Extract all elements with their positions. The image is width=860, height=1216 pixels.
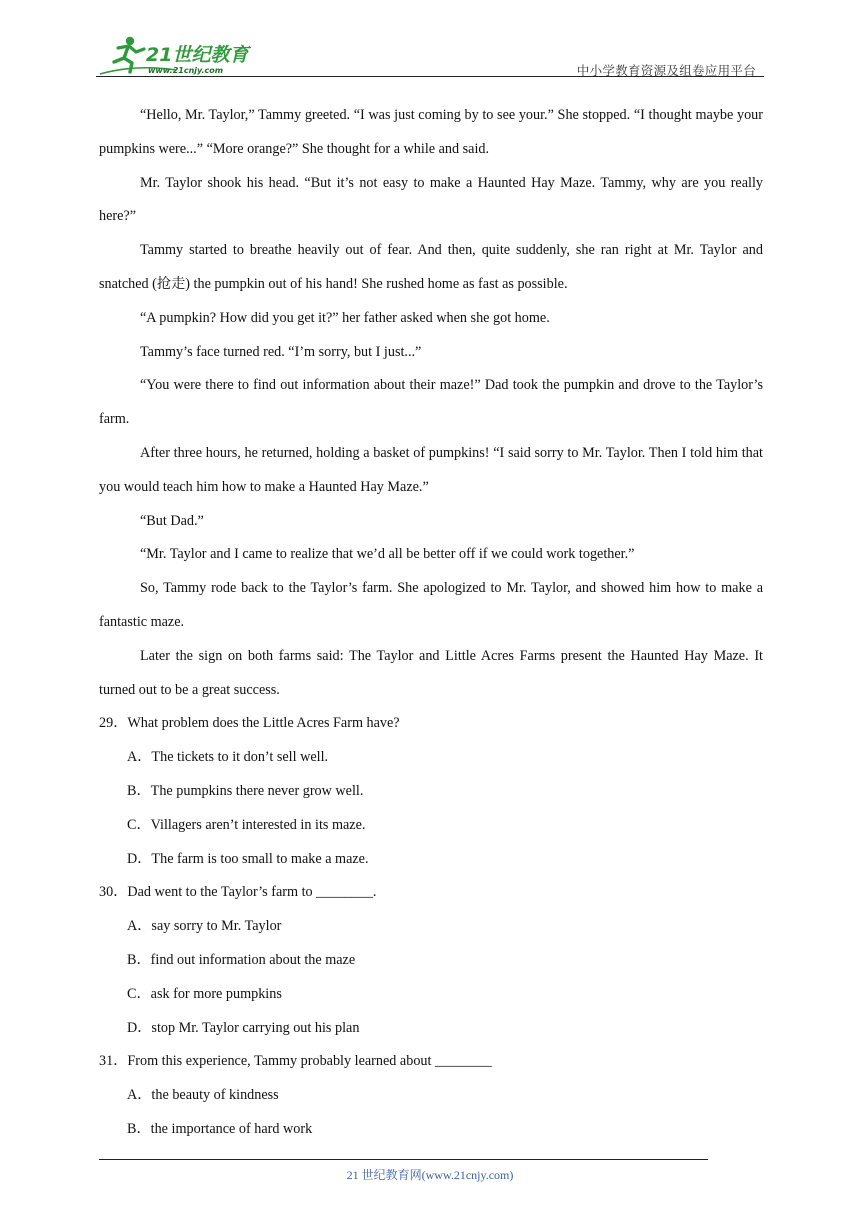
question-30-option-d: D．stop Mr. Taylor carrying out his plan bbox=[127, 1019, 360, 1036]
svg-text:www.21cnjy.com: www.21cnjy.com bbox=[148, 66, 224, 75]
header-divider bbox=[96, 76, 764, 77]
site-logo bbox=[96, 34, 266, 76]
story-paragraph: Mr. Taylor shook his head. “But it’s not easy to make a Haunted Hay Maze. Tammy, why are you really here?” bbox=[99, 174, 763, 225]
story-paragraph: “A pumpkin? How did you get it?” her father asked when she got home. bbox=[140, 309, 550, 326]
story-paragraph: Later the sign on both farms said: The Taylor and Little Acres Farms present the Haunted Hay Maze. It turned out to be a great success. bbox=[99, 647, 763, 698]
story-paragraph: So, Tammy rode back to the Taylor’s farm. She apologized to Mr. Taylor, and showed him how to make a fantastic maze. bbox=[99, 580, 763, 630]
question-29-option-d: D．The farm is too small to make a maze. bbox=[127, 850, 369, 867]
story-paragraph: “Hello, Mr. Taylor,” Tammy greeted. “I was just coming by to see your.” She stopped. “I thought maybe your pumpkins were...” “More orange?” She thought for a while and said. bbox=[99, 107, 763, 157]
question-29-stem: 29．What problem does the Little Acres Farm have? bbox=[99, 715, 400, 732]
footer-divider bbox=[99, 1159, 708, 1160]
svg-text:21世纪教育: 21世纪教育 bbox=[146, 44, 249, 66]
footer-link[interactable]: 21 世纪教育网(www.21cnjy.com) bbox=[346, 1168, 514, 1182]
story-paragraph: “But Dad.” bbox=[140, 512, 204, 529]
document-body bbox=[99, 99, 763, 1147]
runner-logo-icon bbox=[96, 34, 266, 76]
question-31-option-a: A．the beauty of kindness bbox=[127, 1087, 279, 1104]
question-29-option-a: A．The tickets to it don’t sell well. bbox=[127, 749, 329, 766]
header-platform-text: 中小学教育资源及组卷应用平台 bbox=[576, 63, 756, 78]
story-paragraph: “You were there to find out information about their maze!” Dad took the pumpkin and drove to the Taylor’s farm. bbox=[99, 377, 763, 428]
question-29-option-c: C．Villagers aren’t interested in its maze. bbox=[127, 816, 366, 833]
question-30-stem: 30．Dad went to the Taylor’s farm to ________. bbox=[99, 884, 377, 901]
story-paragraph: Tammy started to breathe heavily out of fear. And then, quite suddenly, she ran right at Mr. Taylor and snatched (抢走) the pumpkin out of his hand! She rushed home as fast as possible. bbox=[99, 242, 763, 292]
question-30-option-a: A．say sorry to Mr. Taylor bbox=[127, 918, 282, 935]
question-31-stem: 31．From this experience, Tammy probably learned about ________ bbox=[99, 1053, 492, 1070]
question-31-option-b: B．the importance of hard work bbox=[127, 1120, 313, 1137]
question-30-option-c: C．ask for more pumpkins bbox=[127, 985, 282, 1002]
question-29-option-b: B．The pumpkins there never grow well. bbox=[127, 782, 364, 799]
story-paragraph: After three hours, he returned, holding a basket of pumpkins! “I said sorry to Mr. Taylor. Then I told him that you would teach him how to make a Haunted Hay Maze.” bbox=[99, 444, 763, 495]
story-paragraph: “Mr. Taylor and I came to realize that we’d all be better off if we could work together.” bbox=[140, 546, 635, 563]
page-header bbox=[96, 30, 764, 78]
question-30-option-b: B．find out information about the maze bbox=[127, 951, 356, 968]
story-paragraph: Tammy’s face turned red. “I’m sorry, but I just...” bbox=[140, 343, 422, 360]
